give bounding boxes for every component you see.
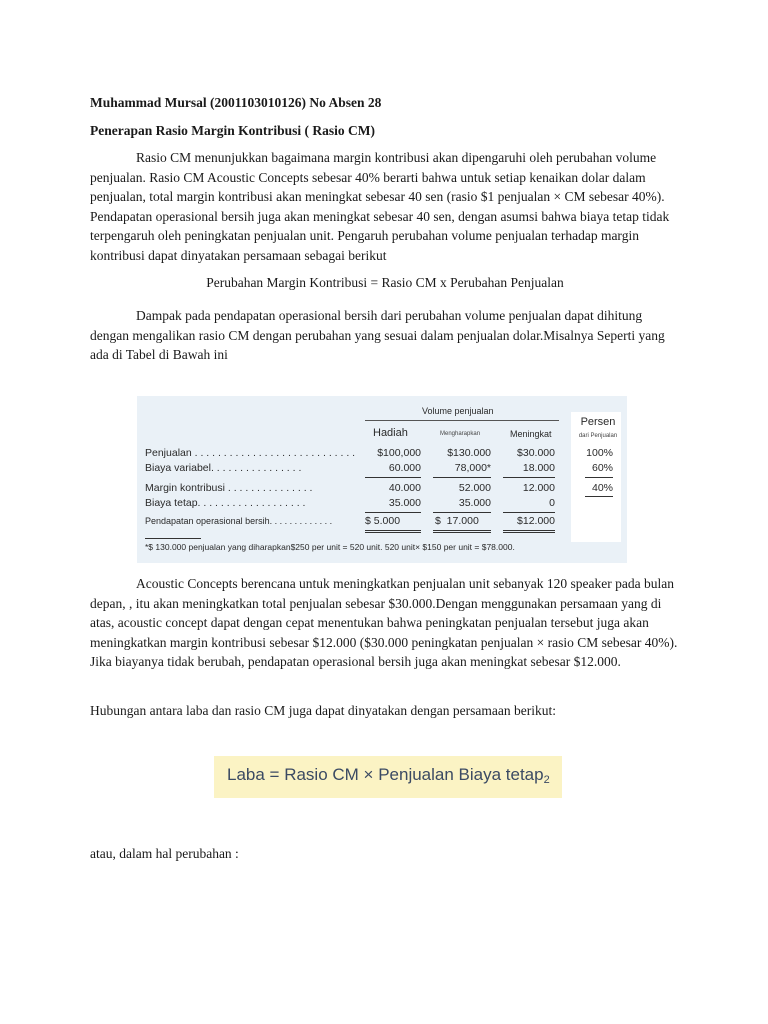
section-title: Penerapan Rasio Margin Kontribusi ( Rasio CM)	[90, 123, 375, 138]
cell-mengharapkan: 52.000	[458, 482, 491, 494]
equation-text: Laba = Rasio CM × Penjualan Biaya tetap	[227, 765, 544, 784]
col-persen: Persen	[580, 416, 616, 428]
cell-meningkat: $12.000	[517, 515, 555, 527]
col-hadiah: Hadiah	[373, 427, 408, 439]
document-page	[90, 93, 680, 373]
formula-line: Perubahan Margin Kontribusi = Rasio CM x Perubahan Penjualan	[206, 275, 564, 290]
table-group-header: Volume penjualan	[422, 406, 494, 416]
col-meningkat: Meningkat	[510, 429, 552, 439]
cell-hadiah: $ 5.000	[365, 515, 401, 527]
col-mengharapkan: Mengharapkan	[440, 431, 481, 437]
row-label: Biaya tetap. . . . . . . . . . . . . . . . . . .	[145, 497, 306, 509]
paragraph-3: Acoustic Concepts berencana untuk meningkatkan penjualan unit sebanyak 120 speaker pada bulan depan, , itu akan meningkatkan total penjualan sebesar $30.000.Dengan menggunakan persamaan yang di atas, acoustic concept dapat dengan cepat menentukan bahwa peningkatan penjualan tersebut juga akan meningkatkan margin kontribusi sebesar $12.000 ($30.000 peningkatan penjualan × rasio CM sebesar 40%). Jika biayanya tidak berubah, pendapatan operasional bersih juga akan meningkat sebesar $12.000.	[90, 576, 678, 669]
row-label: Biaya variabel. . . . . . . . . . . . . . . .	[145, 462, 302, 474]
cell-persen: 40%	[591, 482, 613, 494]
cell-meningkat: 0	[549, 497, 555, 509]
contribution-margin-table	[137, 396, 627, 563]
cell-meningkat: $30.000	[517, 447, 555, 459]
row-label: Pendapatan operasional bersih. . . . . . . . . . . . .	[145, 516, 333, 526]
table-footnote: *$ 130.000 penjualan yang diharapkan$250 per unit = 520 unit. 520 unit× $150 per unit = $78.000.	[145, 542, 515, 552]
row-label: Margin kontribusi . . . . . . . . . . . . . . .	[145, 482, 313, 494]
paragraph-5: atau, dalam hal perubahan :	[90, 846, 239, 861]
cell-mengharapkan: 78,000*	[454, 462, 491, 474]
author-line: Muhammad Mursal (2001103010126) No Absen 28	[90, 95, 382, 110]
row-label: Penjualan . . . . . . . . . . . . . . . . . . . . . . . . . . . .	[145, 447, 356, 459]
paragraph-2: Dampak pada pendapatan operasional bersih dari perubahan volume penjualan dapat dihitung dengan mengalikan rasio CM dengan perubahan yang sesuai dalam penjualan dolar.Misalnya Seperti yang ada di Tabel di Bawah ini	[90, 308, 665, 362]
cell-meningkat: 12.000	[522, 482, 555, 494]
cell-persen: 60%	[591, 462, 613, 474]
cell-mengharapkan: 35.000	[458, 497, 491, 509]
paragraph-4: Hubungan antara laba dan rasio CM juga dapat dinyatakan dengan persamaan berikut:	[90, 703, 556, 718]
col-persen-sub: dari Penjualan	[578, 433, 618, 439]
cell-hadiah: 40.000	[388, 482, 421, 494]
profit-equation-image	[214, 756, 562, 798]
cell-hadiah: $100,000	[377, 447, 421, 459]
equation-subscript: 2	[543, 774, 550, 786]
paragraph-1: Rasio CM menunjukkan bagaimana margin kontribusi akan dipengaruhi oleh perubahan volume penjualan. Rasio CM Acoustic Concepts sebesar 40% berarti bahwa untuk setiap kenaikan dolar dalam penjualan, total margin kontribusi akan meningkat sebesar 40 sen (rasio $1 penjualan × CM sebesar 40%). Pendapatan operasional bersih juga akan meningkat sebesar 40 sen, dengan asumsi bahwa biaya tetap tidak terpengaruh oleh peningkatan penjualan unit. Pengaruh perubahan volume penjualan terhadap margin kontribusi dapat dinyatakan persamaan sebagai berikut	[90, 150, 670, 263]
cell-hadiah: 35.000	[388, 497, 421, 509]
cell-meningkat: 18.000	[522, 462, 555, 474]
cell-mengharapkan: $ 17.000	[435, 515, 479, 527]
cell-mengharapkan: $130.000	[447, 447, 491, 459]
cell-persen: 100%	[586, 447, 613, 459]
cell-hadiah: 60.000	[388, 462, 421, 474]
